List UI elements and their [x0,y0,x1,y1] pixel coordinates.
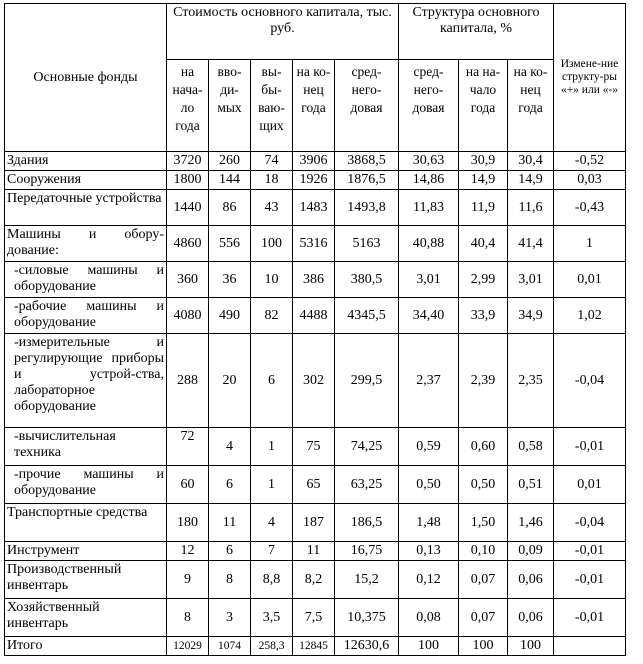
table-cell: 16,75 [335,542,399,561]
table-cell: 40,88 [399,226,459,262]
table-cell: 3906 [293,152,335,171]
table-cell: 20 [209,334,251,428]
header-structure-average: сред-него-довая [399,60,459,152]
table-cell: 7 [251,542,293,561]
table-cell: 60 [167,466,209,504]
table-cell: 74,25 [335,428,399,466]
header-cost-group: Стоимость основного капитала, тыс. руб. [167,4,399,60]
row-label: -измерительные и регулирующие приборы и устрой-ства, лабораторное оборудование [5,334,167,428]
table-row [5,226,626,262]
table-row [5,298,626,334]
table-cell: 3,01 [399,262,459,298]
table-cell: 0,50 [399,466,459,504]
table-cell: 6 [209,466,251,504]
table-cell: 40,4 [459,226,508,262]
table-cell: 490 [209,298,251,334]
table-cell: 8,8 [251,561,293,599]
table-cell: 12630,6 [335,637,399,656]
table-cell: -0,43 [554,190,626,226]
header-row-1 [5,4,626,60]
table-cell: 1440 [167,190,209,226]
row-label: -рабочие машины и оборудование [5,298,167,334]
table-cell: 5316 [293,226,335,262]
table-cell: 1,02 [554,298,626,334]
header-cost-added: вво-ди-мых [209,60,251,152]
row-label: Здания [5,152,167,171]
row-label: Передаточные устройства [5,190,167,226]
table-cell: 0,06 [508,561,554,599]
table-cell: -0,01 [554,542,626,561]
table-cell: 30,4 [508,152,554,171]
header-cost-end: на ко-нец года [293,60,335,152]
table-cell: 0,50 [459,466,508,504]
table-row [5,637,626,656]
table-cell: -0,52 [554,152,626,171]
table-cell: 0,12 [399,561,459,599]
table-cell: 1074 [209,637,251,656]
table-cell: 30,63 [399,152,459,171]
table-body [5,152,626,656]
table-cell: -0,01 [554,428,626,466]
row-label: Машины и обору-дование: [5,226,167,262]
header-structure-start: на на-чало года [459,60,508,152]
table-cell: 33,9 [459,298,508,334]
table-row [5,561,626,599]
table-cell: 258,3 [251,637,293,656]
table-cell: 11,6 [508,190,554,226]
table-cell [554,637,626,656]
row-label: Итого [5,637,167,656]
table-cell: 100 [399,637,459,656]
row-label: Сооружения [5,171,167,190]
table-cell: 0,10 [459,542,508,561]
table-cell: 43 [251,190,293,226]
header-cost-start: на нача-ло года [167,60,209,152]
table-cell: 0,07 [459,599,508,637]
table-cell: 11,9 [459,190,508,226]
table-cell: 7,5 [293,599,335,637]
table-cell: 72 [167,428,209,466]
table-cell: 14,86 [399,171,459,190]
table-cell: 8 [167,599,209,637]
table-cell: 18 [251,171,293,190]
header-cost-average: сред-него-довая [335,60,399,152]
row-label: -вычислительная техника [5,428,167,466]
table-cell: 10,375 [335,599,399,637]
table-cell: 12 [167,542,209,561]
table-cell: 0,08 [399,599,459,637]
table-row [5,504,626,542]
table-cell: 8,2 [293,561,335,599]
table-cell: 187 [293,504,335,542]
table-cell: 299,5 [335,334,399,428]
table-cell: 0,03 [554,171,626,190]
table-cell: 14,9 [508,171,554,190]
table-row [5,262,626,298]
row-label: Производственный инвентарь [5,561,167,599]
table-cell: 1 [554,226,626,262]
table-row [5,542,626,561]
table-cell: 4 [209,428,251,466]
table-cell: 186,5 [335,504,399,542]
table-cell: 15,2 [335,561,399,599]
table-cell: 36 [209,262,251,298]
table-cell: 1876,5 [335,171,399,190]
table-cell: 8 [209,561,251,599]
table-row [5,466,626,504]
table-row [5,334,626,428]
table-cell: 1800 [167,171,209,190]
table-row [5,171,626,190]
table-cell: 82 [251,298,293,334]
table-cell: 65 [293,466,335,504]
table-cell: 4 [251,504,293,542]
table-cell: 4080 [167,298,209,334]
table-cell: 3,5 [251,599,293,637]
table-cell: 100 [459,637,508,656]
table-cell: 3,01 [508,262,554,298]
row-label: Инструмент [5,542,167,561]
table-cell: 0,06 [508,599,554,637]
table-cell: 2,35 [508,334,554,428]
header-structure-group: Структура основного капитала, % [399,4,554,60]
table-cell: 11 [209,504,251,542]
table-cell: 1,46 [508,504,554,542]
header-cost-retired: вы-бы-ваю-щих [251,60,293,152]
table-row [5,428,626,466]
table-cell: 4488 [293,298,335,334]
table-cell: 9 [167,561,209,599]
table-cell: 14,9 [459,171,508,190]
table-cell: 0,07 [459,561,508,599]
table-cell: 1,50 [459,504,508,542]
table-cell: 2,39 [459,334,508,428]
table-cell: 1926 [293,171,335,190]
table-cell: 360 [167,262,209,298]
table-row [5,190,626,226]
table-cell: 4345,5 [335,298,399,334]
row-label: -силовые машины и оборудование [5,262,167,298]
table-cell: 3720 [167,152,209,171]
table-cell: -0,01 [554,561,626,599]
table-cell: 41,4 [508,226,554,262]
table-cell: 0,58 [508,428,554,466]
table-cell: 30,9 [459,152,508,171]
table-cell: 11,83 [399,190,459,226]
table-cell: 10 [251,262,293,298]
table-row [5,599,626,637]
header-fixed-assets: Основные фонды [5,4,167,152]
table-cell: 6 [251,334,293,428]
table-cell: 2,37 [399,334,459,428]
table-cell: 386 [293,262,335,298]
table-cell: 1,48 [399,504,459,542]
table-cell: -0,04 [554,504,626,542]
table-cell: 1493,8 [335,190,399,226]
table-cell: 0,01 [554,262,626,298]
table-cell: 556 [209,226,251,262]
table-cell: 100 [508,637,554,656]
table-cell: 3 [209,599,251,637]
row-label: Хозяйственный инвентарь [5,599,167,637]
table-cell: 260 [209,152,251,171]
table-cell: 1 [251,466,293,504]
table-row [5,152,626,171]
header-structure-end: на ко-нец года [508,60,554,152]
table-cell: 2,99 [459,262,508,298]
header-change: Измене-ние структу-ры «+» или «-» [554,4,626,152]
fixed-capital-table [4,3,626,656]
table-cell: 12029 [167,637,209,656]
table-cell: 34,40 [399,298,459,334]
table-cell: 0,09 [508,542,554,561]
table-cell: 12845 [293,637,335,656]
table-cell: 1 [251,428,293,466]
table-cell: 0,13 [399,542,459,561]
table-cell: 3868,5 [335,152,399,171]
table-cell: 380,5 [335,262,399,298]
table-cell: 1483 [293,190,335,226]
table-cell: 0,60 [459,428,508,466]
table-cell: 86 [209,190,251,226]
table-cell: 74 [251,152,293,171]
table-cell: 0,59 [399,428,459,466]
table-cell: -0,01 [554,599,626,637]
table-cell: 75 [293,428,335,466]
table-cell: 144 [209,171,251,190]
table-cell: 302 [293,334,335,428]
table-cell: 11 [293,542,335,561]
table-cell: 0,01 [554,466,626,504]
table-cell: 63,25 [335,466,399,504]
table-cell: 0,51 [508,466,554,504]
row-label: Транспортные средства [5,504,167,542]
table-cell: -0,04 [554,334,626,428]
table-cell: 180 [167,504,209,542]
table-cell: 100 [251,226,293,262]
table-cell: 288 [167,334,209,428]
table-cell: 34,9 [508,298,554,334]
row-label: -прочие машины и оборудование [5,466,167,504]
table-cell: 4860 [167,226,209,262]
table-cell: 5163 [335,226,399,262]
table-cell: 6 [209,542,251,561]
